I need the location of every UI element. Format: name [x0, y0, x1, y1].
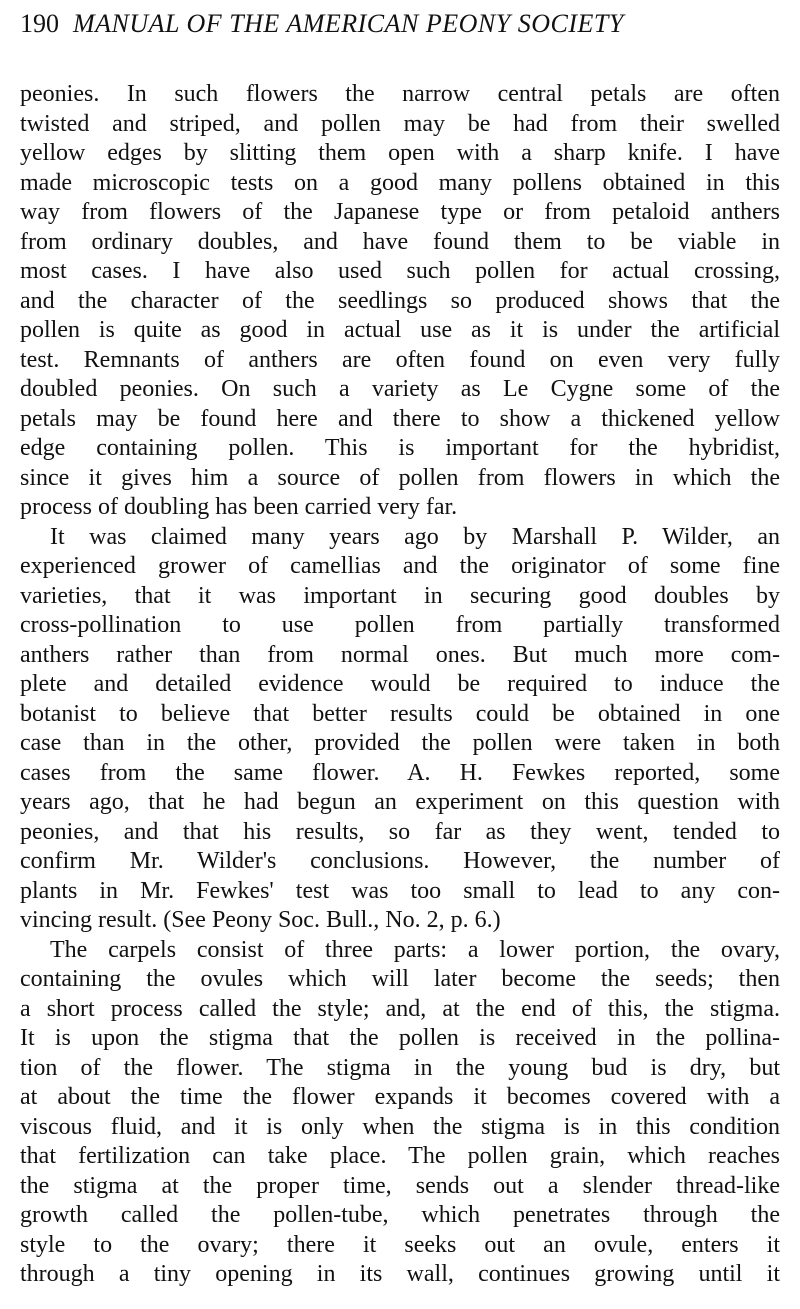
- text-line: since it gives him a source of pollen from flowers in which the: [20, 464, 780, 491]
- text-line: pollen is quite as good in actual use as it is under the artificial: [20, 317, 780, 343]
- text-line: experienced grower of camellias and the originator of some fine: [20, 553, 780, 579]
- text-line: most cases. I have also used such pollen for actual crossing,: [20, 258, 780, 284]
- text-line: confirm Mr. Wilder's conclusions. However, the number of: [20, 848, 780, 874]
- text-line: the stigma at the proper time, sends out a slender thread-like: [20, 1172, 780, 1199]
- text-line: that fertilization can take place. The pollen grain, which reaches: [20, 1143, 780, 1169]
- text-line: anthers rather than from normal ones. But much more com-: [20, 641, 780, 668]
- text-line: containing the ovules which will later become the seeds; then: [20, 966, 780, 992]
- text-line: It is upon the stigma that the pollen is received in the pollina-: [20, 1025, 780, 1051]
- text-line: style to the ovary; there it seeks out an ovule, enters it: [20, 1231, 780, 1258]
- text-line: growth called the pollen-tube, which penetrates through the: [20, 1202, 780, 1228]
- text-line: case than in the other, provided the pollen were taken in both: [20, 730, 780, 756]
- text-line: from ordinary doubles, and have found them to be viable in: [20, 228, 780, 255]
- text-line: doubled peonies. On such a variety as Le Cygne some of the: [20, 376, 780, 402]
- text-line: through a tiny opening in its wall, continues growing until it: [20, 1261, 780, 1287]
- text-line: twisted and striped, and pollen may be had from their swelled: [20, 110, 780, 137]
- text-line: way from flowers of the Japanese type or from petaloid anthers: [20, 199, 780, 225]
- paragraph-end-line: process of doubling has been carried very far.: [20, 494, 458, 520]
- text-line: cross-pollination to use pollen from partially transformed: [20, 612, 780, 638]
- text-line: cases from the same flower. A. H. Fewkes reported, some: [20, 759, 780, 786]
- text-line: tion of the flower. The stigma in the young bud is dry, but: [20, 1054, 780, 1081]
- paragraph-first-line: It was claimed many years ago by Marshall P. Wilder, an: [50, 523, 780, 550]
- text-line: petals may be found here and there to show a thickened yellow: [20, 405, 780, 432]
- text-line: peonies. In such flowers the narrow central petals are often: [20, 81, 780, 107]
- text-line: botanist to believe that better results could be obtained in one: [20, 700, 780, 727]
- paragraph-first-line: The carpels consist of three parts: a lower portion, the ovary,: [50, 936, 780, 963]
- text-line: years ago, that he had begun an experiment on this question with: [20, 789, 780, 815]
- text-line: and the character of the seedlings so produced shows that the: [20, 287, 780, 314]
- running-title: MANUAL OF THE AMERICAN PEONY SOCIETY: [73, 9, 624, 38]
- paragraph-end-line: vincing result. (See Peony Soc. Bull., No. 2, p. 6.): [20, 907, 501, 933]
- text-line: test. Remnants of anthers are often found on even very fully: [20, 346, 780, 373]
- text-line: plete and detailed evidence would be required to induce the: [20, 671, 780, 697]
- text-line: at about the time the flower expands it becomes covered with a: [20, 1084, 780, 1110]
- text-line: a short process called the style; and, at the end of this, the stigma.: [20, 995, 780, 1022]
- text-line: peonies, and that his results, so far as they went, tended to: [20, 818, 780, 845]
- page-number: 190: [20, 9, 59, 38]
- text-line: varieties, that it was important in securing good doubles by: [20, 582, 780, 609]
- text-line: made microscopic tests on a good many pollens obtained in this: [20, 169, 780, 196]
- body-text: [20, 80, 780, 1290]
- page-header: [20, 6, 790, 42]
- text-line: plants in Mr. Fewkes' test was too small to lead to any con-: [20, 877, 780, 904]
- text-line: yellow edges by slitting them open with a sharp knife. I have: [20, 140, 780, 166]
- text-line: viscous fluid, and it is only when the stigma is in this condition: [20, 1113, 780, 1140]
- text-line: edge containing pollen. This is important for the hybridist,: [20, 435, 780, 461]
